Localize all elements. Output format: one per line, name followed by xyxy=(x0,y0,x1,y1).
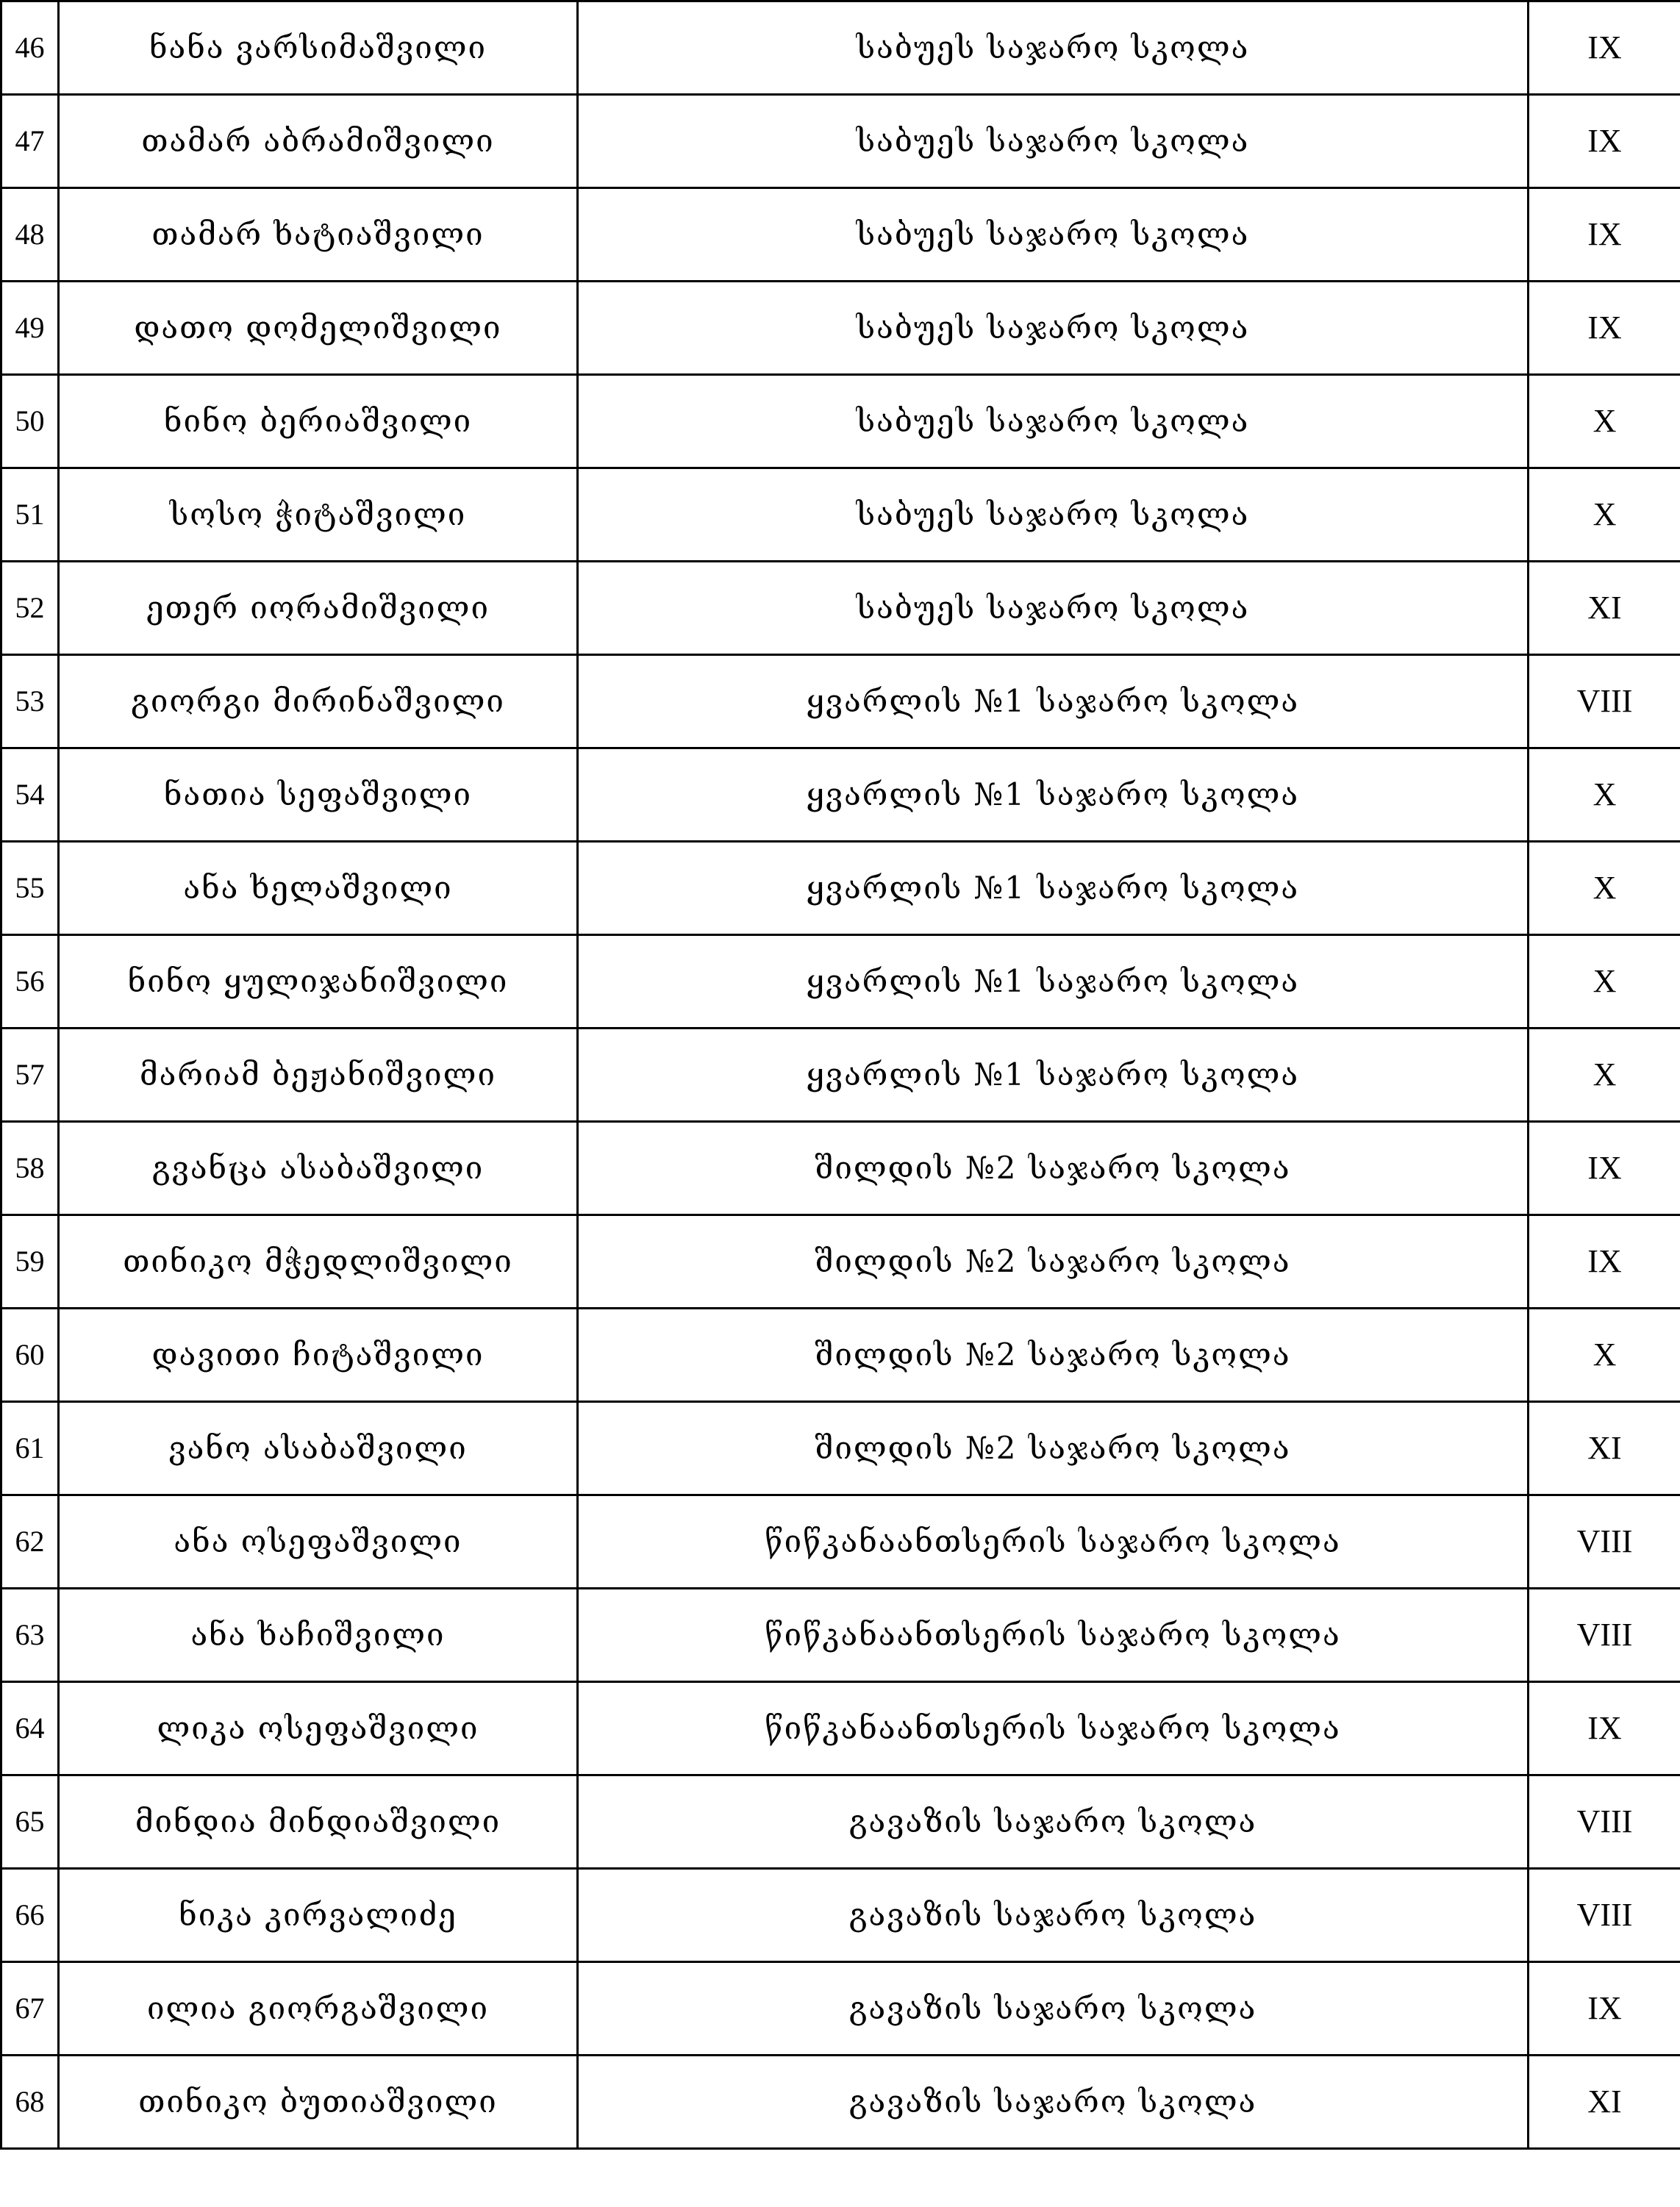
school-name-text: შილდის №2 საჯარო სკოლა xyxy=(815,1430,1291,1466)
school-name-text: საბუეს საჯარო სკოლა xyxy=(856,310,1250,346)
row-number-cell xyxy=(1,95,59,188)
grade-text: VIII xyxy=(1576,1617,1633,1653)
grade-text: XI xyxy=(1587,1430,1622,1466)
student-name-cell xyxy=(59,562,578,655)
school-name-cell xyxy=(578,375,1529,468)
row-number-text: 48 xyxy=(15,218,45,251)
student-name-text: ილია გიორგაშვილი xyxy=(147,1990,489,2026)
row-number-text: 53 xyxy=(15,684,45,718)
student-name-text: სოსო ჭიტაშვილი xyxy=(169,496,467,532)
grade-cell xyxy=(1529,748,1680,842)
grade-text: VIII xyxy=(1576,1897,1633,1933)
row-number-cell xyxy=(1,562,59,655)
school-name-cell xyxy=(578,95,1529,188)
row-number-text: 49 xyxy=(15,311,45,344)
school-name-text: შილდის №2 საჯარო სკოლა xyxy=(815,1150,1291,1186)
row-number-cell xyxy=(1,935,59,1029)
row-number-text: 56 xyxy=(15,965,45,998)
row-number-cell xyxy=(1,842,59,935)
student-name-cell xyxy=(59,1495,578,1589)
grade-cell xyxy=(1529,188,1680,282)
school-name-text: ყვარლის №1 საჯარო სკოლა xyxy=(806,776,1300,812)
school-name-cell xyxy=(578,282,1529,375)
student-name-cell xyxy=(59,1029,578,1122)
grade-cell xyxy=(1529,1215,1680,1309)
row-number-text: 60 xyxy=(15,1338,45,1371)
student-name-text: ლიკა ოსეფაშვილი xyxy=(157,1710,479,1746)
student-name-text: ვანო ასაბაშვილი xyxy=(168,1430,468,1466)
school-name-text: ყვარლის №1 საჯარო სკოლა xyxy=(806,963,1300,999)
student-name-text: ეთერ იორამიშვილი xyxy=(146,590,490,626)
grade-cell xyxy=(1529,375,1680,468)
school-name-cell xyxy=(578,748,1529,842)
student-name-cell xyxy=(59,188,578,282)
row-number-text: 58 xyxy=(15,1151,45,1184)
school-name-cell xyxy=(578,1589,1529,1682)
table-row xyxy=(1,748,1680,842)
school-name-text: გავაზის საჯარო სკოლა xyxy=(848,1897,1257,1933)
row-number-cell xyxy=(1,748,59,842)
row-number-cell xyxy=(1,655,59,748)
student-name-cell xyxy=(59,1402,578,1495)
table-row xyxy=(1,935,1680,1029)
grade-cell xyxy=(1529,282,1680,375)
student-name-cell xyxy=(59,1122,578,1215)
row-number-text: 67 xyxy=(15,1992,45,2025)
school-name-cell xyxy=(578,842,1529,935)
table-row xyxy=(1,1029,1680,1122)
row-number-cell xyxy=(1,1215,59,1309)
grade-text: IX xyxy=(1587,216,1622,252)
row-number-cell xyxy=(1,1402,59,1495)
grade-cell xyxy=(1529,562,1680,655)
row-number-cell xyxy=(1,1309,59,1402)
row-number-text: 47 xyxy=(15,124,45,157)
row-number-text: 68 xyxy=(15,2085,45,2118)
row-number-text: 66 xyxy=(15,1898,45,1931)
grade-text: IX xyxy=(1587,1710,1622,1746)
student-name-cell xyxy=(59,468,578,562)
school-name-cell xyxy=(578,1309,1529,1402)
grade-text: VIII xyxy=(1576,1523,1633,1559)
school-name-text: საბუეს საჯარო სკოლა xyxy=(856,123,1250,159)
grade-text: X xyxy=(1593,1337,1617,1373)
school-name-text: ყვარლის №1 საჯარო სკოლა xyxy=(806,1056,1300,1092)
school-name-text: გავაზის საჯარო სკოლა xyxy=(848,1990,1257,2026)
student-name-cell xyxy=(59,2056,578,2149)
student-name-cell xyxy=(59,748,578,842)
table-row xyxy=(1,95,1680,188)
row-number-cell xyxy=(1,375,59,468)
row-number-text: 50 xyxy=(15,404,45,437)
school-name-cell xyxy=(578,2056,1529,2149)
student-name-text: თამარ აბრამიშვილი xyxy=(141,123,495,159)
grade-cell xyxy=(1529,468,1680,562)
row-number-cell xyxy=(1,1122,59,1215)
grade-text: X xyxy=(1593,496,1617,532)
grade-text: IX xyxy=(1587,1243,1622,1279)
student-name-cell xyxy=(59,375,578,468)
grade-text: XI xyxy=(1587,2083,1622,2120)
school-name-cell xyxy=(578,562,1529,655)
table-row xyxy=(1,375,1680,468)
school-name-cell xyxy=(578,1682,1529,1775)
row-number-text: 55 xyxy=(15,871,45,904)
table-row xyxy=(1,1,1680,95)
student-name-cell xyxy=(59,1309,578,1402)
school-name-text: გავაზის საჯარო სკოლა xyxy=(848,2083,1257,2120)
student-name-text: მარიამ ბეჟანიშვილი xyxy=(140,1056,496,1092)
row-number-cell xyxy=(1,1682,59,1775)
grade-cell xyxy=(1529,1402,1680,1495)
grade-cell xyxy=(1529,1029,1680,1122)
grade-text: IX xyxy=(1587,123,1622,159)
row-number-text: 46 xyxy=(15,31,45,64)
school-name-text: წიწკანაანთსერის საჯარო სკოლა xyxy=(765,1523,1341,1559)
row-number-text: 59 xyxy=(15,1245,45,1278)
table-row xyxy=(1,655,1680,748)
student-name-cell xyxy=(59,935,578,1029)
student-name-cell xyxy=(59,655,578,748)
grade-cell xyxy=(1529,2056,1680,2149)
grade-cell xyxy=(1529,655,1680,748)
row-number-cell xyxy=(1,1495,59,1589)
table-row xyxy=(1,1122,1680,1215)
row-number-cell xyxy=(1,282,59,375)
school-name-cell xyxy=(578,1215,1529,1309)
school-name-cell xyxy=(578,1495,1529,1589)
row-number-cell xyxy=(1,1962,59,2056)
grade-text: VIII xyxy=(1576,683,1633,719)
school-name-text: ყვარლის №1 საჯარო სკოლა xyxy=(806,870,1300,906)
student-name-text: ნიკა კირვალიძე xyxy=(179,1897,457,1933)
row-number-cell xyxy=(1,1029,59,1122)
school-name-cell xyxy=(578,1,1529,95)
grade-text: IX xyxy=(1587,29,1622,65)
school-name-cell xyxy=(578,655,1529,748)
student-name-text: ნინო ყულიჯანიშვილი xyxy=(127,963,509,999)
school-name-text: შილდის №2 საჯარო სკოლა xyxy=(815,1243,1291,1279)
grade-text: X xyxy=(1593,1056,1617,1092)
table-row xyxy=(1,1682,1680,1775)
school-name-text: გავაზის საჯარო სკოლა xyxy=(848,1803,1257,1839)
grade-text: X xyxy=(1593,776,1617,812)
grade-cell xyxy=(1529,95,1680,188)
grade-text: IX xyxy=(1587,310,1622,346)
grade-text: X xyxy=(1593,963,1617,999)
student-name-cell xyxy=(59,1775,578,1869)
grade-text: XI xyxy=(1587,590,1622,626)
row-number-cell xyxy=(1,1,59,95)
student-name-text: თინიკო ბუთიაშვილი xyxy=(138,2083,498,2120)
student-name-text: ანა ხელაშვილი xyxy=(183,870,453,906)
row-number-text: 54 xyxy=(15,778,45,811)
school-name-text: ყვარლის №1 საჯარო სკოლა xyxy=(806,683,1300,719)
grade-text: IX xyxy=(1587,1150,1622,1186)
row-number-cell xyxy=(1,468,59,562)
school-name-cell xyxy=(578,1775,1529,1869)
school-name-text: საბუეს საჯარო სკოლა xyxy=(856,403,1250,439)
table-row xyxy=(1,1402,1680,1495)
school-name-cell xyxy=(578,1869,1529,1962)
school-name-cell xyxy=(578,1402,1529,1495)
student-name-cell xyxy=(59,95,578,188)
school-name-text: წიწკანაანთსერის საჯარო სკოლა xyxy=(765,1617,1341,1653)
table-row xyxy=(1,1775,1680,1869)
student-name-text: ანა ხაჩიშვილი xyxy=(190,1617,446,1653)
grade-cell xyxy=(1529,1962,1680,2056)
row-number-text: 51 xyxy=(15,498,45,531)
table-row xyxy=(1,1962,1680,2056)
student-name-text: მინდია მინდიაშვილი xyxy=(135,1803,501,1839)
student-name-text: თამარ ხატიაშვილი xyxy=(151,216,485,252)
grade-cell xyxy=(1529,1122,1680,1215)
student-name-text: ნინო ბერიაშვილი xyxy=(163,403,473,439)
row-number-cell xyxy=(1,1589,59,1682)
student-name-cell xyxy=(59,1869,578,1962)
table-row xyxy=(1,1215,1680,1309)
row-number-text: 65 xyxy=(15,1805,45,1838)
table-row xyxy=(1,1495,1680,1589)
school-name-cell xyxy=(578,1962,1529,2056)
grade-cell xyxy=(1529,1309,1680,1402)
table-row xyxy=(1,1589,1680,1682)
grade-text: X xyxy=(1593,870,1617,906)
row-number-text: 62 xyxy=(15,1525,45,1558)
table-body xyxy=(1,1,1680,2149)
school-name-text: საბუეს საჯარო სკოლა xyxy=(856,496,1250,532)
student-name-text: გიორგი მირინაშვილი xyxy=(131,683,505,719)
school-name-cell xyxy=(578,188,1529,282)
table-row xyxy=(1,1309,1680,1402)
school-name-text: საბუეს საჯარო სკოლა xyxy=(856,590,1250,626)
school-name-text: შილდის №2 საჯარო სკოლა xyxy=(815,1337,1291,1373)
school-name-text: საბუეს საჯარო სკოლა xyxy=(856,29,1250,65)
row-number-cell xyxy=(1,1775,59,1869)
student-name-text: თინიკო მჭედლიშვილი xyxy=(123,1243,513,1279)
student-name-cell xyxy=(59,282,578,375)
grade-cell xyxy=(1529,1869,1680,1962)
school-name-cell xyxy=(578,1122,1529,1215)
row-number-cell xyxy=(1,1869,59,1962)
school-name-cell xyxy=(578,468,1529,562)
row-number-cell xyxy=(1,188,59,282)
grade-cell xyxy=(1529,1682,1680,1775)
row-number-text: 63 xyxy=(15,1618,45,1651)
school-name-text: წიწკანაანთსერის საჯარო სკოლა xyxy=(765,1710,1341,1746)
grade-cell xyxy=(1529,1775,1680,1869)
grade-text: VIII xyxy=(1576,1803,1633,1839)
row-number-text: 64 xyxy=(15,1711,45,1745)
table-row xyxy=(1,2056,1680,2149)
school-name-cell xyxy=(578,1029,1529,1122)
student-name-cell xyxy=(59,1682,578,1775)
row-number-text: 61 xyxy=(15,1431,45,1464)
row-number-cell xyxy=(1,2056,59,2149)
grade-cell xyxy=(1529,1495,1680,1589)
table-row xyxy=(1,468,1680,562)
student-name-cell xyxy=(59,1589,578,1682)
grade-cell xyxy=(1529,935,1680,1029)
grade-text: X xyxy=(1593,403,1617,439)
student-name-cell xyxy=(59,1215,578,1309)
grade-text: IX xyxy=(1587,1990,1622,2026)
grade-cell xyxy=(1529,842,1680,935)
table-row xyxy=(1,842,1680,935)
student-name-cell xyxy=(59,842,578,935)
school-name-cell xyxy=(578,935,1529,1029)
student-name-text: ნანა ვარსიმაშვილი xyxy=(149,29,487,65)
student-name-text: დათო დომელიშვილი xyxy=(134,310,502,346)
grade-cell xyxy=(1529,1589,1680,1682)
student-name-text: გვანცა ასაბაშვილი xyxy=(151,1150,485,1186)
grade-cell xyxy=(1529,1,1680,95)
student-name-cell xyxy=(59,1,578,95)
table-row xyxy=(1,562,1680,655)
student-name-text: ნათია სეფაშვილი xyxy=(163,776,473,812)
table-row xyxy=(1,188,1680,282)
row-number-text: 57 xyxy=(15,1058,45,1091)
school-name-text: საბუეს საჯარო სკოლა xyxy=(856,216,1250,252)
student-name-text: ანა ოსეფაშვილი xyxy=(174,1523,462,1559)
student-name-cell xyxy=(59,1962,578,2056)
row-number-text: 52 xyxy=(15,591,45,624)
student-name-text: დავითი ჩიტაშვილი xyxy=(151,1337,485,1373)
table-row xyxy=(1,282,1680,375)
table-row xyxy=(1,1869,1680,1962)
